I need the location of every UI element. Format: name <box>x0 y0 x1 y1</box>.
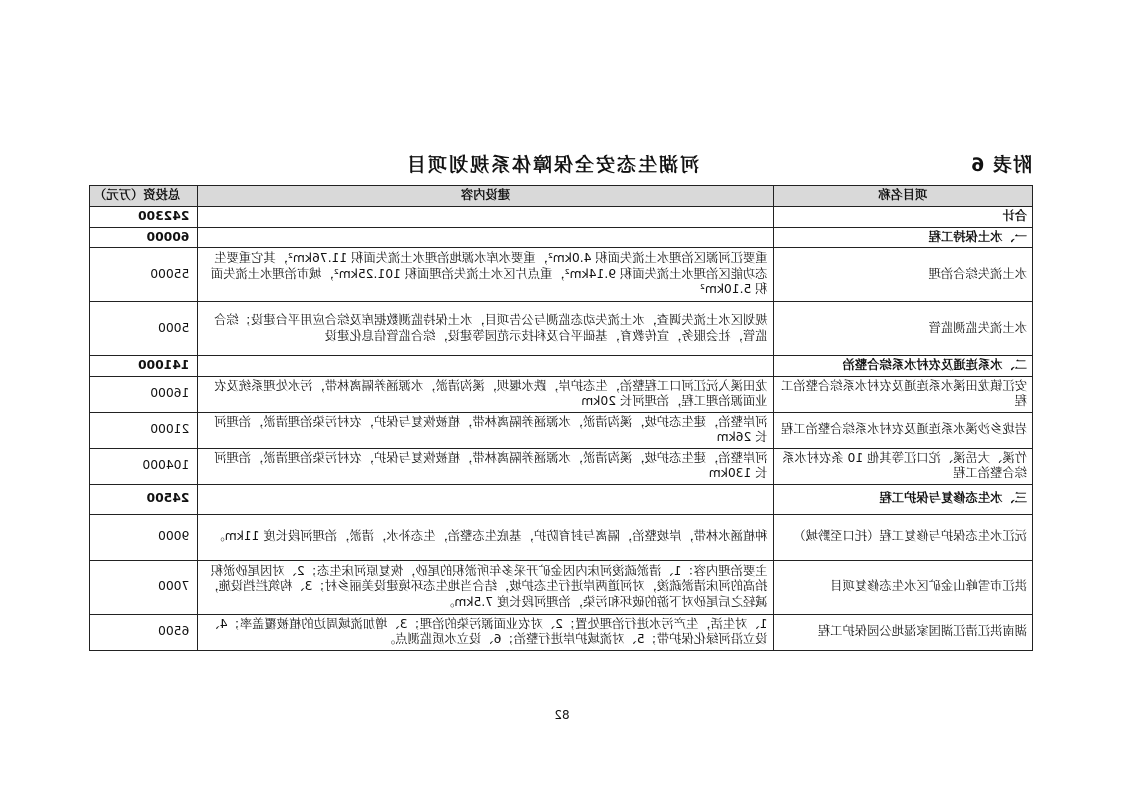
project-name-cell: 合计 <box>773 207 1032 228</box>
project-table <box>89 185 1033 651</box>
construction-content-cell: 规划区水土流失调查，水土流失动态监测与公告项目，水土保持监测数据库及综合应用平台建设；综合监管，社会服务，宣传教育，基础平台及科技示范园等建设，综合监管信息化建设 <box>198 302 773 356</box>
project-name-cell: 沅江水生态保护与修复工程（托口至黔城） <box>773 514 1032 560</box>
document-title: 河湖生态安全保障体系规划项目 <box>405 154 700 176</box>
table-row <box>90 614 1033 650</box>
total-investment-cell: 141000 <box>90 356 198 377</box>
table-header-row <box>90 186 1033 207</box>
total-investment-cell: 242300 <box>90 207 198 228</box>
construction-content-cell: 河岸整治，建生态护坡，溪沟清淤，水源涵养隔离林带，植被恢复与保护，农村污染治理清淤，治理河长 130km <box>198 448 773 484</box>
table-row <box>90 412 1033 448</box>
column-header-name: 项目名称 <box>773 186 1032 207</box>
total-investment-cell: 60000 <box>90 227 198 248</box>
table-row <box>90 302 1033 356</box>
table-row <box>90 514 1033 560</box>
construction-content-cell <box>198 356 773 377</box>
project-name-cell: 安江镇龙田溪水系连通及农村水系综合整治工程 <box>773 376 1032 412</box>
project-name-cell: 一、水土保持工程 <box>773 227 1032 248</box>
project-name-cell: 二、水系连通及农村水系综合整治 <box>773 356 1032 377</box>
column-header-investment: 总投资（万元） <box>90 186 198 207</box>
construction-content-cell: 龙田溪入沅江河口工程整治，生态护岸，跌水堰坝，溪沟清淤，水源涵养隔离林带，污水处理系统及农业面源治理工程，治理河长 20km <box>198 376 773 412</box>
table-summary-row <box>90 484 1033 514</box>
project-name-cell: 湖南洪江清江湖国家湿地公园保护工程 <box>773 614 1032 650</box>
table-row <box>90 376 1033 412</box>
construction-content-cell: 种植涵水林带，岸坡整治，隔离与封育防护，基底生态整治，生态补水，清淤，治理河段长度 11km。 <box>198 514 773 560</box>
total-investment-cell: 5000 <box>90 302 198 356</box>
appendix-label: 附表 6 <box>970 154 1032 176</box>
project-name-cell: 水土流失监测监管 <box>773 302 1032 356</box>
table-row <box>90 560 1033 614</box>
total-investment-cell: 7000 <box>90 560 198 614</box>
table-summary-row <box>90 207 1033 228</box>
construction-content-cell: 主要治理内容：1、清淤疏浚河床内因金矿开采多年所淤积的尾砂，恢复原河床生态；2、对因尾砂淤积抬高的河床清淤疏浚，对河道两岸进行生态护坡，结合当地生态环境建设美丽乡村；3、构筑拦挡设施，减轻之后尾砂对下游的破坏和污染，治理河段长度 7.5km。 <box>198 560 773 614</box>
total-investment-cell: 55000 <box>90 248 198 302</box>
table-body <box>90 207 1033 651</box>
table-summary-row <box>90 356 1033 377</box>
construction-content-cell <box>198 227 773 248</box>
total-investment-cell: 6500 <box>90 614 198 650</box>
project-name-cell: 水土流失综合治理 <box>773 248 1032 302</box>
project-name-cell: 三、水生态修复与保护工程 <box>773 484 1032 514</box>
construction-content-cell: 重要江河源区治理水土流失面积 4.0km²，重要水库水源地治理水土流失面积 11.76km²，其它重要生态功能区治理水土流失面积 9.14km²，重点片区水土流失治理面积 101.25km²，城市治理水土流失面积 5.10km² <box>198 248 773 302</box>
total-investment-cell: 9000 <box>90 514 198 560</box>
project-name-cell: 竹溪、大岳溪、沱口江等其他 10 条农村水系综合整治工程 <box>773 448 1032 484</box>
construction-content-cell <box>198 484 773 514</box>
column-header-content: 建设内容 <box>198 186 773 207</box>
total-investment-cell: 104000 <box>90 448 198 484</box>
total-investment-cell: 16000 <box>90 376 198 412</box>
total-investment-cell: 21000 <box>90 412 198 448</box>
construction-content-cell: 河岸整治，建生态护坡，溪沟清淤，水源涵养隔离林带，植被恢复与保护，农村污染治理清淤，治理河长 26km <box>198 412 773 448</box>
page-number: 82 <box>554 708 570 722</box>
construction-content-cell: 1、对生活，生产污水进行治理处置；2、对农业面源污染的治理；3、增加流域周边的植被覆盖率；4、设立沿河绿化保护带；5、对流域护岸进行整治；6、设立水质监测点。 <box>198 614 773 650</box>
table-row <box>90 248 1033 302</box>
project-name-cell: 洪江市雪峰山金矿区水生态修复项目 <box>773 560 1032 614</box>
total-investment-cell: 24500 <box>90 484 198 514</box>
construction-content-cell <box>198 207 773 228</box>
project-name-cell: 岩垅乡沙溪水系连通及农村水系综合整治工程 <box>773 412 1032 448</box>
table-summary-row <box>90 227 1033 248</box>
table-row <box>90 448 1033 484</box>
